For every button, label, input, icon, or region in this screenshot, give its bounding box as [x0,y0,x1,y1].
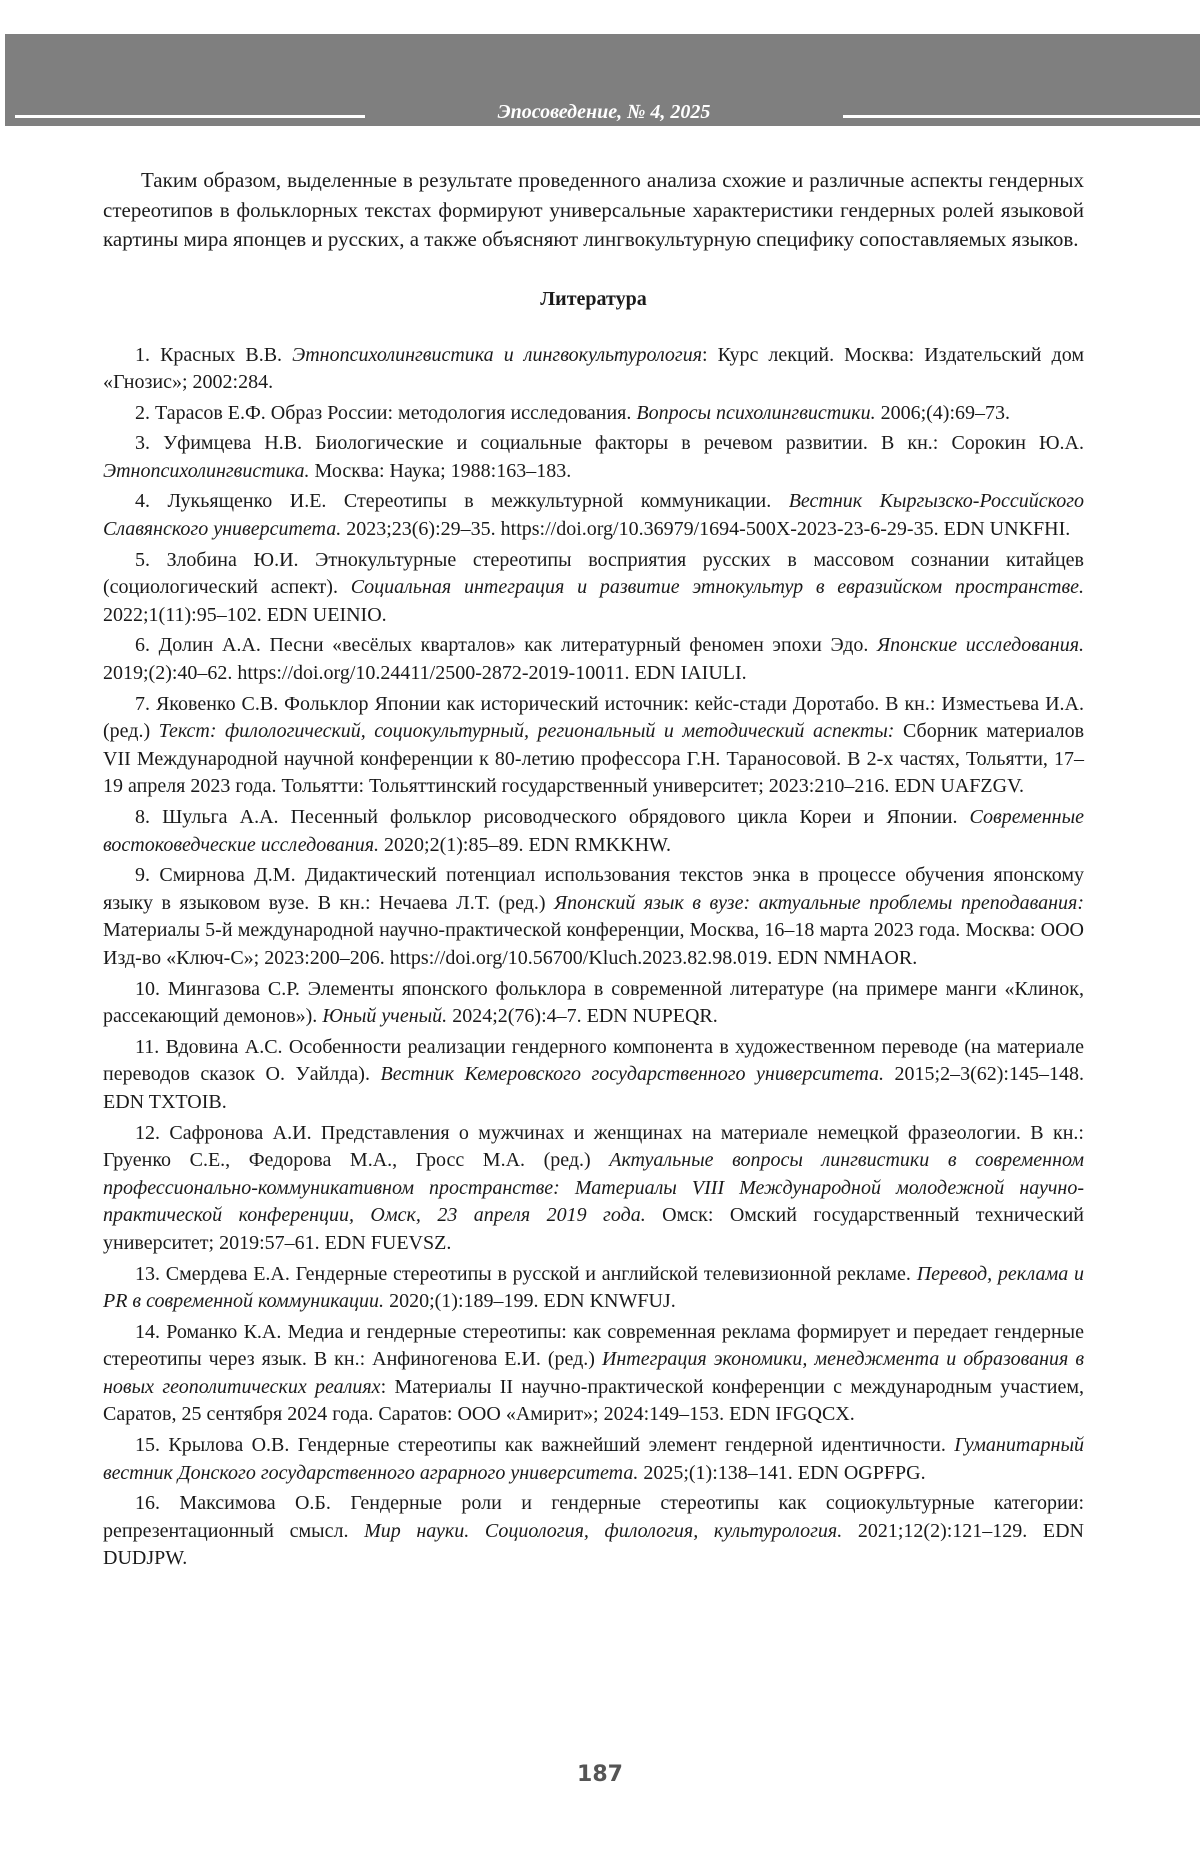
reference-details: Материалы 5-й международной научно-практической конференции, Москва, 16–18 марта 2023 года. Москва: ООО Изд-во «Ключ-С»; 2023:200–206. https://doi.org/10.56700/Kluch.2023.82.98.019. EDN NMHAOR. [103,919,1084,969]
reference-source-title: Современные востоковедческие исследования. [103,806,1084,856]
reference-text: 5. Злобина Ю.И. Этнокультурные стереотипы восприятия русских в массовом сознании китайцев (социологический аспект). [103,548,1084,599]
reference-details: : Материалы II научно-практической конференции с международным участием, Саратов, 25 сентября 2024 года. Саратов: ООО «Амирит»; 2024:149–153. EDN IFGQCX. [103,1375,1084,1426]
reference-details: 2020;(1):189–199. EDN KNWFUJ. [384,1290,676,1313]
reference-item [103,342,1084,397]
reference-item [103,632,1084,687]
reference-item [103,400,1084,428]
reference-details: 2025;(1):138–141. EDN OGPFPG. [638,1461,926,1484]
reference-text: 11. Вдовина А.С. Особенности реализации гендерного компонента в художественном переводе (на материале переводов сказок О. Уайлда). [103,1035,1084,1086]
reference-source-title: Вопросы психолингвистики. [636,401,876,424]
reference-text: 7. Яковенко С.В. Фольклор Японии как исторический источник: кейс-стади Доротабо. В кн.: Изместьева И.А. (ред.) [103,692,1084,743]
reference-source-title: Перевод, реклама и PR в современной коммуникации. [103,1262,1084,1313]
reference-item [103,1432,1084,1487]
header-rule-right [843,115,1200,118]
reference-source-title: Японский язык в вузе: актуальные проблемы преподавания: [554,891,1084,914]
conclusion-paragraph: Таким образом, выделенные в результате проведенного анализа схожие и различные аспекты гендерных стереотипов в фольклорных текстах формируют универсальные характеристики гендерных ролей языковой картины мира японцев и русских, а также объясняют лингвокультурную специфику сопоставляемых языков. [103,168,1084,251]
reference-text: 14. Романко К.А. Медиа и гендерные стереотипы: как современная реклама формирует и передает гендерные стереотипы через язык. В кн.: Анфиногенова Е.И. (ред.) [103,1320,1084,1371]
reference-details: 2022;1(11):95–102. EDN UEINIO. [103,603,387,626]
reference-item [103,1261,1084,1316]
reference-item [103,488,1084,543]
reference-source-title: Вестник Кыргызско-Российского Славянского университета. [103,490,1084,541]
reference-details: 2023;23(6):29–35. https://doi.org/10.36979/1694-500X-2023-23-6-29-35. EDN UNKFHI. [341,518,1071,541]
reference-item [103,804,1084,859]
reference-item [103,1490,1084,1573]
reference-details: Москва: Наука; 1988:163–183. [309,459,572,482]
reference-details: 2015;2–3(62):145–148. EDN TXTOIB. [103,1063,1084,1113]
reference-details: 2020;2(1):85–89. EDN RMKKHW. [379,833,672,856]
journal-running-title: Эпосоведение, № 4, 2025 [497,101,711,123]
reference-text: 15. Крылова О.В. Гендерные стереотипы как важнейший элемент гендерной идентичности. [135,1434,955,1457]
reference-text: 12. Сафронова А.И. Представления о мужчинах и женщинах на материале немецкой фразеологии. В кн.: Груенко С.Е., Федорова М.А., Гросс М.А. (ред.) [103,1121,1084,1172]
page-number: 187 [577,1762,623,1787]
reference-item [103,691,1084,801]
reference-source-title: Японские исследования. [876,634,1084,657]
reference-details: Омск: Омский государственный технический университет; 2019:57–61. EDN FUEVSZ. [103,1204,1084,1254]
reference-text: 9. Смирнова Д.М. Дидактический потенциал использования текстов энка в процессе обучения японскому языку в языковом вузе. В кн.: Нечаева Л.Т. (ред.) [103,864,1084,914]
reference-item [103,1319,1084,1429]
reference-source-title: Гуманитарный вестник Донского государственного аграрного университета. [103,1434,1084,1484]
reference-text: 6. Долин А.А. Песни «весёлых кварталов» как литературный феномен эпохи Эдо. [135,634,877,657]
journal-header [5,34,1200,126]
reference-text: 13. Смердева Е.А. Гендерные стереотипы в русской и английской телевизионной рекламе. [135,1262,917,1285]
reference-source-title: Интеграция экономики, менеджмента и образования в новых геополитических реалиях [103,1348,1085,1398]
reference-source-title: Актуальные вопросы лингвистики в современном профессионально-коммуникативном пространстве: Материалы VIII Международной молодежной научно-практической конференции, Омск, 23 апреля 2019 года. [103,1149,1085,1227]
page-content [103,166,1084,1576]
reference-item [103,547,1084,630]
reference-source-title: Этнопсихолингвистика и лингвокультурология [292,343,703,366]
reference-item [103,1034,1084,1117]
reference-source-title: Социальная интеграция и развитие этнокультур в евразийском пространстве. [350,576,1084,599]
reference-item [103,430,1084,485]
references-heading: Литература [540,287,647,310]
reference-item [103,862,1084,972]
reference-details: Сборник материалов VII Международной научной конференции к 80-летию профессора Г.Н. Тараносовой. В 2-х частях, Тольятти, 17–19 апреля 2023 года. Тольятти: Тольяттинский государственный университет; 2023:210–216. EDN UAFZGV. [103,720,1085,798]
reference-text: 3. Уфимцева Н.В. Биологические и социальные факторы в речевом развитии. В кн.: Сорокин Ю.А. [135,432,1084,455]
reference-item [103,1120,1084,1258]
references-list [103,342,1084,1574]
reference-text: 2. Тарасов Е.Ф. Образ России: методология исследования. [135,401,637,424]
reference-text: 16. Максимова О.Б. Гендерные роли и гендерные стереотипы как социокультурные категории: репрезентационный смысл. [103,1492,1084,1542]
header-rule-left [15,115,365,118]
reference-source-title: Текст: филологический, социокультурный, региональный и методический аспекты: [158,720,895,743]
reference-text: 10. Мингазова С.Р. Элементы японского фольклора в современной литературе (на примере манги «Клинок, рассекающий демонов»). [103,977,1084,1028]
reference-details: 2006;(4):69–73. [875,401,1011,424]
reference-source-title: Вестник Кемеровского государственного университета. [380,1063,885,1086]
reference-details: 2021;12(2):121–129. EDN DUDJPW. [103,1519,1085,1570]
reference-details: 2019;(2):40–62. https://doi.org/10.24411/2500-2872-2019-10011. EDN IAIULI. [103,662,747,685]
reference-text: 4. Лукьященко И.Е. Стереотипы в межкультурной коммуникации. [135,490,789,513]
reference-text: 1. Красных В.В. [135,343,293,366]
reference-source-title: Юный ученый. [322,1005,448,1028]
reference-details: 2024;2(76):4–7. EDN NUPEQR. [447,1005,718,1028]
reference-details: : Курс лекций. Москва: Издательский дом «Гнозис»; 2002:284. [103,343,1084,394]
reference-source-title: Мир науки. Социология, филология, культурология. [364,1519,843,1542]
reference-item [103,976,1084,1031]
reference-source-title: Этнопсихолингвистика. [103,459,310,482]
reference-text: 8. Шульга А.А. Песенный фольклор рисоводческого обрядового цикла Кореи и Японии. [135,806,970,828]
